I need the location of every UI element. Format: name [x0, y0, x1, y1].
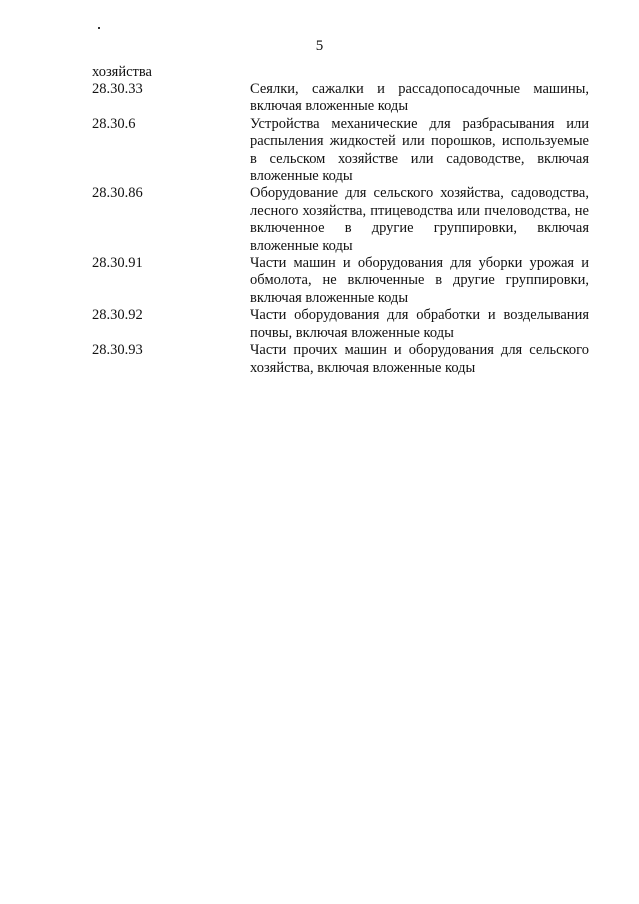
code-row	[92, 81, 589, 116]
row-code: 28.30.33	[92, 81, 143, 97]
continued-text: хозяйства	[92, 64, 152, 80]
code-row	[92, 185, 589, 255]
row-code: 28.30.86	[92, 185, 143, 202]
page-number: 5	[315, 38, 324, 54]
speck-mark	[98, 27, 100, 29]
row-description: Части машин и оборудования для уборки урожая и обмолота, не включенные в другие группировки, включая вложенные коды	[250, 255, 589, 306]
row-code: 28.30.6	[92, 115, 136, 132]
row-description: Оборудование для сельского хозяйства, садоводства, лесного хозяйства, птицеводства или пчеловодства, не включенное в другие группировки, включая вложенные коды	[250, 185, 589, 254]
code-row	[92, 307, 589, 342]
row-code: 28.30.93	[92, 342, 143, 359]
row-description: Устройства механические для разбрасывания или распыления жидкостей или порошков, используемые в сельском хозяйстве или садоводстве, включая вложенные коды	[250, 115, 589, 185]
code-row	[92, 116, 589, 186]
row-description: Сеялки, сажалки и рассадопосадочные машины, включая вложенные коды	[250, 81, 589, 115]
row-description: Части прочих машин и оборудования для сельского хозяйства, включая вложенные коды	[250, 342, 589, 376]
code-row	[92, 255, 589, 307]
row-code: 28.30.91	[92, 255, 143, 272]
row-code: 28.30.92	[92, 307, 143, 324]
row-description: Части оборудования для обработки и возделывания почвы, включая вложенные коды	[250, 307, 589, 341]
code-list	[92, 81, 589, 377]
code-row	[92, 342, 589, 377]
